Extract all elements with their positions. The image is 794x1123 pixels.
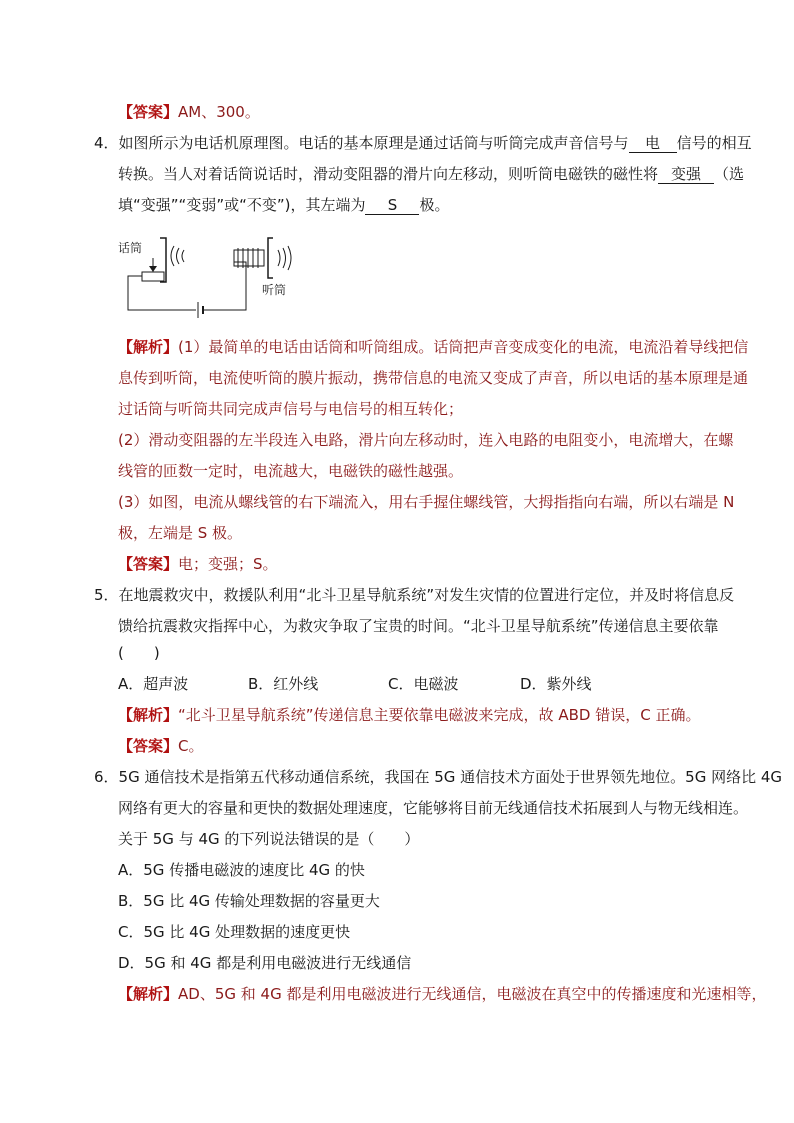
q5-option-a: A．超声波 [118, 675, 189, 693]
q5-line1: 5．在地震救灾中，救援队利用“北斗卫星导航系统”对发生灾情的位置进行定位，并及时将信息反 [94, 586, 735, 604]
answer-text: 电；变强；S。 [178, 555, 278, 573]
slider-arrow [149, 266, 157, 272]
answer-tag: 【答案】 [118, 737, 179, 755]
q4-line3-a: 填“变强”“变弱”或“不变”)，其左端为 [118, 196, 366, 214]
receiver-wave-2 [283, 248, 286, 268]
q6-line1: 6．5G 通信技术是指第五代移动通信系统，我国在 5G 通信技术方面处于世界领先地位。5G 网络比 4G [94, 768, 783, 786]
q4-line1 [94, 133, 752, 153]
q5-option-d: D．紫外线 [520, 675, 592, 693]
q4-analysis-p1-line2: 息传到听筒，电流使听筒的膜片振动，携带信息的电流又变成了声音，所以电话的基本原理是通 [118, 369, 749, 387]
answer-tag: 【答案】 [118, 103, 179, 121]
answer-text: C。 [178, 737, 204, 755]
answer-text: AM、300。 [178, 103, 260, 121]
mic-diaphragm [160, 238, 166, 282]
rheostat [142, 272, 164, 281]
q4-line1-b: 信号的相互 [676, 134, 752, 152]
q4-line2 [118, 164, 744, 184]
q4-line3-b: 极。 [419, 196, 450, 214]
q5-option-c: C．电磁波 [388, 675, 459, 693]
mic-label: 话筒 [118, 241, 143, 255]
analysis-text: “北斗卫星导航系统”传递信息主要依靠电磁波来完成，故 ABD 错误，C 正确。 [178, 706, 701, 724]
coil-windings [238, 248, 258, 268]
q6-option-d: D．5G 和 4G 都是利用电磁波进行无线通信 [118, 954, 412, 972]
q5-option-b: B．红外线 [248, 675, 319, 693]
mic-wave-3 [182, 250, 184, 262]
receiver-label: 听筒 [262, 283, 287, 297]
q4-analysis-p3-line2: 极，左端是 S 极。 [118, 524, 243, 542]
telephone-circuit-diagram [118, 232, 318, 322]
mic-wave-2 [177, 248, 180, 264]
q5-analysis [118, 705, 700, 725]
analysis-tag: 【解析】 [118, 985, 179, 1003]
q4-analysis-p2-line2: 线管的匝数一定时，电流越大，电磁铁的磁性越强。 [118, 462, 464, 480]
q4-analysis-p1-line3: 过话筒与听筒共同完成声信号与电信号的相互转化； [118, 400, 464, 418]
wire-right [203, 262, 246, 310]
q4-line2-b: （选 [714, 165, 745, 183]
q6-line3: 关于 5G 与 4G 的下列说法错误的是（ ） [118, 830, 420, 848]
q5-line2: 馈给抗震救灾指挥中心，为救灾争取了宝贵的时间。“北斗卫星导航系统”传递信息主要依靠 [118, 617, 719, 635]
mic-wave-1 [171, 246, 174, 266]
q4-line2-a: 转换。当人对着话筒说话时，滑动变阻器的滑片向左移动，则听筒电磁铁的磁性将 [118, 165, 659, 183]
q4-blank-3: S [365, 196, 419, 215]
receiver-wave-1 [278, 250, 280, 266]
q4-line3 [118, 195, 450, 215]
q4-line1-a: 4．如图所示为电话机原理图。电话的基本原理是通过话筒与听筒完成声音信号与 [94, 134, 629, 152]
analysis-text: (1）最简单的电话由话筒和听筒组成。话筒把声音变成变化的电流，电流沿着导线把信 [178, 338, 749, 356]
q4-analysis-p1-line1 [118, 337, 748, 357]
answer-tag: 【答案】 [118, 555, 179, 573]
q4-analysis-p3-line1: (3）如图，电流从螺线管的右下端流入，用右手握住螺线管，大拇指指向右端，所以右端是 N [118, 493, 735, 511]
q4-answer [118, 554, 278, 574]
q6-option-c: C．5G 比 4G 处理数据的速度更快 [118, 923, 351, 941]
q4-blank-1: 电 [629, 134, 677, 153]
q6-option-b: B．5G 比 4G 传输处理数据的容量更大 [118, 892, 380, 910]
q4-analysis-p2-line1: (2）滑动变阻器的左半段连入电路，滑片向左移动时，连入电路的电阻变小，电流增大，在螺 [118, 431, 734, 449]
q6-analysis [118, 984, 766, 1004]
wire-unused [164, 276, 198, 292]
analysis-text: AD、5G 和 4G 都是利用电磁波进行无线通信，电磁波在真空中的传播速度和光速相等， [178, 985, 767, 1003]
q6-line2: 网络有更大的容量和更快的数据处理速度，它能够将目前无线通信技术拓展到人与物无线相连。 [118, 799, 749, 817]
q4-blank-2: 变强 [658, 165, 714, 184]
q5-line3: ( ) [118, 644, 160, 662]
analysis-tag: 【解析】 [118, 706, 179, 724]
receiver-diaphragm [268, 238, 273, 278]
receiver-wave-3 [288, 246, 291, 270]
answer-line-q3 [118, 102, 260, 122]
q5-answer [118, 736, 204, 756]
analysis-tag: 【解析】 [118, 338, 179, 356]
q6-option-a: A．5G 传播电磁波的速度比 4G 的快 [118, 861, 365, 879]
